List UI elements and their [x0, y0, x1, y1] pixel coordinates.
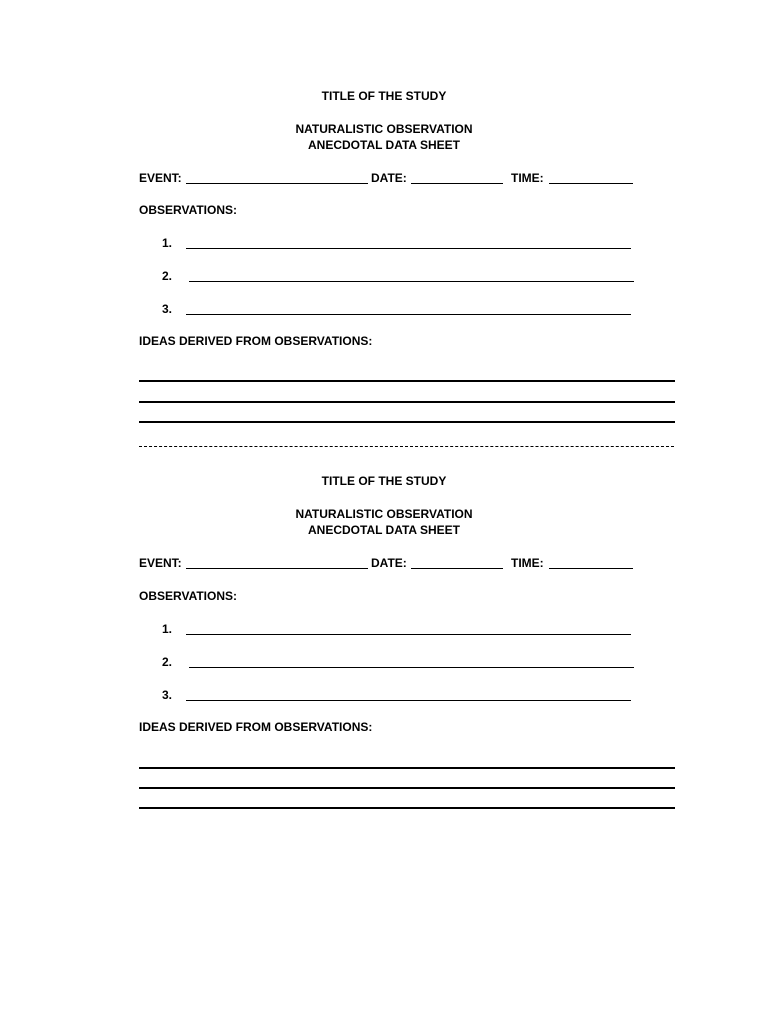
event-field[interactable] [186, 183, 368, 184]
time-label: TIME: [511, 556, 544, 570]
sheet-heading-line-1: NATURALISTIC OBSERVATION [295, 122, 473, 136]
data-sheet-bottom [0, 385, 768, 755]
observation-number-1: 1. [162, 236, 173, 250]
time-field[interactable] [549, 183, 633, 184]
event-label: EVENT: [139, 171, 182, 185]
sheet-heading-line-2: ANECDOTAL DATA SHEET [308, 138, 460, 152]
data-sheet-top [0, 0, 768, 370]
date-label: DATE: [371, 171, 407, 185]
date-label: DATE: [371, 556, 407, 570]
date-field[interactable] [411, 568, 503, 569]
observation-number-3: 3. [162, 302, 173, 316]
observations-label: OBSERVATIONS: [139, 203, 238, 217]
sheet-heading-line-2: ANECDOTAL DATA SHEET [308, 523, 460, 537]
study-title: TITLE OF THE STUDY [321, 89, 447, 103]
ideas-label: IDEAS DERIVED FROM OBSERVATIONS: [139, 720, 373, 734]
time-field[interactable] [549, 568, 633, 569]
observation-number-1: 1. [162, 622, 173, 636]
event-label: EVENT: [139, 556, 182, 570]
ideas-line-1[interactable] [139, 767, 675, 769]
ideas-label: IDEAS DERIVED FROM OBSERVATIONS: [139, 334, 373, 348]
date-field[interactable] [411, 183, 503, 184]
observations-label: OBSERVATIONS: [139, 589, 238, 603]
observation-number-2: 2. [162, 655, 173, 669]
observation-line-1[interactable] [186, 248, 631, 249]
event-field[interactable] [186, 568, 368, 569]
observation-number-2: 2. [162, 269, 173, 283]
observation-line-3[interactable] [186, 314, 631, 315]
ideas-line-2[interactable] [139, 787, 675, 789]
observation-line-2[interactable] [189, 667, 634, 668]
observation-line-2[interactable] [189, 281, 634, 282]
sheet-heading-line-1: NATURALISTIC OBSERVATION [295, 507, 473, 521]
observation-number-3: 3. [162, 688, 173, 702]
study-title: TITLE OF THE STUDY [321, 474, 447, 488]
observation-line-1[interactable] [186, 634, 631, 635]
time-label: TIME: [511, 171, 544, 185]
ideas-line-1[interactable] [139, 380, 675, 382]
ideas-line-3[interactable] [139, 807, 675, 809]
observation-line-3[interactable] [186, 700, 631, 701]
